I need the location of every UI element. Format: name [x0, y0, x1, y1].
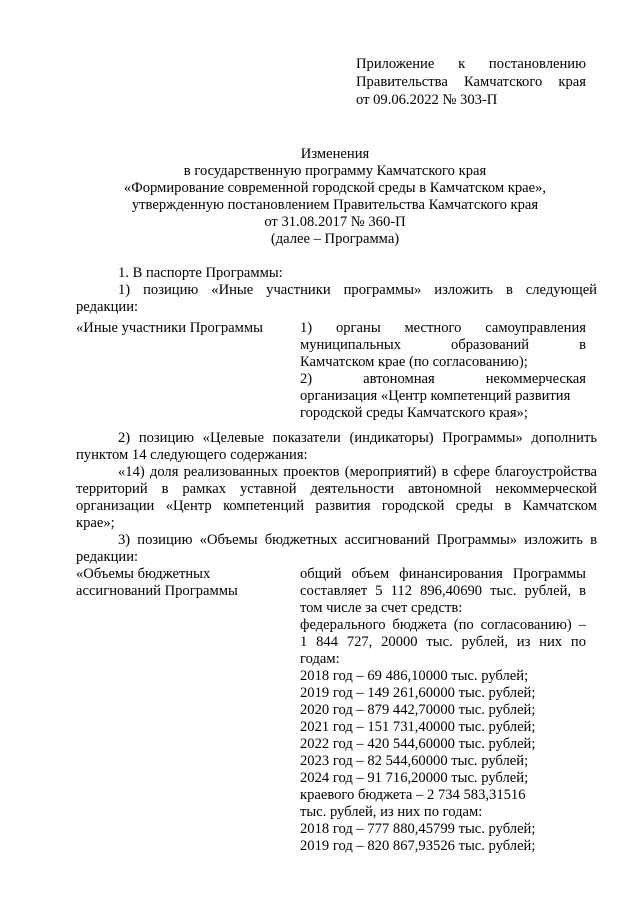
- item-3-line-2: редакции:: [76, 549, 139, 565]
- item-1-line-1: 1) позицию «Иные участники программы» изложить в следующей: [118, 282, 597, 298]
- table2-right-line-10: 2021 год – 151 731,40000 тыс. рублей;: [300, 719, 536, 735]
- table1-left-cell: «Иные участники Программы: [76, 320, 263, 336]
- table2-right-line-7: 2018 год – 69 486,10000 тыс. рублей;: [300, 668, 529, 684]
- item-2-line-2: пунктом 14 следующего содержания:: [76, 447, 308, 463]
- table1-right-line-4: 2) автономная некоммерческая: [300, 371, 586, 387]
- item-3-line-1: 3) позицию «Объемы бюджетных ассигнований Программы» изложить в: [118, 532, 597, 548]
- title-line-2: в государственную программу Камчатского края: [183, 163, 487, 179]
- appendix-line-1: Приложение к постановлению: [356, 56, 586, 72]
- item-14-line-2: территорий в рамках уставной деятельности автономной некоммерческой: [76, 481, 597, 497]
- table2-right-line-11: 2022 год – 420 544,60000 тыс. рублей;: [300, 736, 536, 752]
- table2-right-line-15: тыс. рублей, из них по годам:: [300, 804, 483, 820]
- table2-right-line-2: составляет 5 112 896,40690 тыс. рублей, в: [300, 583, 586, 599]
- title-line-6: (далее – Программа): [270, 231, 400, 247]
- table2-right-line-8: 2019 год – 149 261,60000 тыс. рублей;: [300, 685, 536, 701]
- table2-right-line-3: том числе за счет средств:: [300, 600, 463, 616]
- table1-right-line-5: организация «Центр компетенций развития: [300, 388, 571, 404]
- item-14-line-4: крае»;: [76, 515, 115, 531]
- section-heading: 1. В паспорте Программы:: [118, 265, 283, 281]
- title-line-1: Изменения: [300, 146, 370, 162]
- table2-right-line-9: 2020 год – 879 442,70000 тыс. рублей;: [300, 702, 536, 718]
- table1-right-line-3: Камчатском крае (по согласованию);: [300, 354, 528, 370]
- table1-right-line-2: муниципальных образований в: [300, 337, 586, 353]
- table2-right-line-12: 2023 год – 82 544,60000 тыс. рублей;: [300, 753, 529, 769]
- title-line-4: утвержденную постановлением Правительства Камчатского края: [131, 197, 539, 213]
- table2-right-line-4: федерального бюджета (по согласованию) –: [300, 617, 586, 633]
- appendix-line-3: от 09.06.2022 № 303-П: [356, 92, 498, 108]
- table2-right-line-1: общий объем финансирования Программы: [300, 566, 586, 582]
- table2-left-line-1: «Объемы бюджетных: [76, 566, 211, 582]
- table1-right-line-6: городской среды Камчатского края»;: [300, 405, 528, 421]
- table1-right-line-1: 1) органы местного самоуправления: [300, 320, 586, 336]
- table2-right-line-5: 1 844 727, 20000 тыс. рублей, из них по: [300, 634, 586, 650]
- table2-right-line-14: краевого бюджета – 2 734 583,31516: [300, 787, 526, 803]
- table2-right-line-16: 2018 год – 777 880,45799 тыс. рублей;: [300, 821, 536, 837]
- table2-right-line-6: годам:: [300, 651, 340, 667]
- title-line-3: «Формирование современной городской среды в Камчатском крае»,: [123, 180, 547, 196]
- item-2-line-1: 2) позицию «Целевые показатели (индикаторы) Программы» дополнить: [118, 430, 597, 446]
- appendix-line-2: Правительства Камчатского края: [356, 74, 586, 90]
- item-14-line-3: организации «Центр компетенций развития городской среды в Камчатском: [76, 498, 597, 514]
- table2-right-line-13: 2024 год – 91 716,20000 тыс. рублей;: [300, 770, 529, 786]
- title-line-5: от 31.08.2017 № 360-П: [264, 214, 406, 230]
- table2-right-line-17: 2019 год – 820 867,93526 тыс. рублей;: [300, 838, 536, 854]
- item-1-line-2: редакции:: [76, 299, 139, 315]
- item-14-line-1: «14) доля реализованных проектов (мероприятий) в сфере благоустройства: [118, 464, 597, 480]
- table2-left-line-2: ассигнований Программы: [76, 583, 238, 599]
